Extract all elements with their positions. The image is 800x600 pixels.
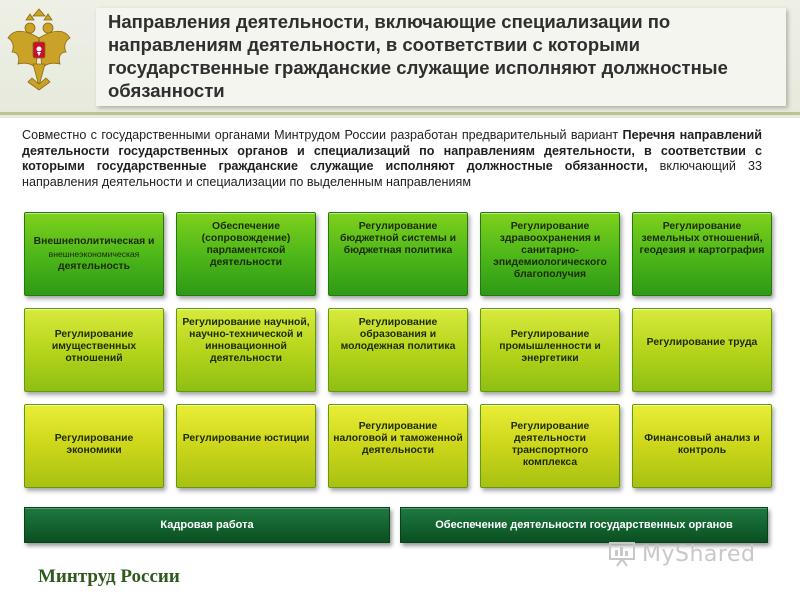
tile-label: Регулирование юстиции [182, 433, 310, 444]
tile-label: Регулирование промышленности и энергетики [499, 329, 601, 364]
tile-financial-analysis[interactable] [632, 404, 772, 488]
tile-healthcare-regulation[interactable] [480, 212, 620, 296]
tile-parliamentary-support[interactable] [176, 212, 316, 296]
tile-justice-regulation[interactable] [176, 404, 316, 488]
tile-labor-regulation[interactable] [632, 308, 772, 392]
tile-label: Регулирование труда [646, 337, 758, 348]
russian-double-headed-eagle-icon [6, 8, 72, 92]
intro-paragraph [22, 128, 762, 190]
tile-tax-customs[interactable] [328, 404, 468, 488]
bar-label: Кадровая работа [160, 519, 254, 531]
tile-label: Регулирование земельных отношений, геодезия и картография [639, 221, 765, 256]
tile-label: Финансовый анализ и контроль [644, 433, 760, 456]
tile-education-youth[interactable] [328, 308, 468, 392]
tile-label: Регулирование научной, научно-технической и инновационной деятельности [182, 317, 310, 364]
tile-label-end: деятельность [57, 260, 131, 272]
intro-text-end: включающий 33 направления деятельности и специализации по выделенным направлениям [22, 159, 762, 189]
watermark [608, 538, 778, 570]
tile-label: Регулирование бюджетной системы и бюджетная политика [339, 221, 457, 256]
bar-label: Обеспечение деятельности государственных органов [435, 519, 733, 531]
header-divider [0, 112, 800, 115]
tile-label: Регулирование деятельности транспортного комплекса [510, 421, 590, 468]
tile-budget-regulation[interactable] [328, 212, 468, 296]
intro-text-emphasis: Перечня направлений деятельности государственных органов и специализаций по направлениям деятельности, в соответствии с которыми государственные гражданские служащие исполняют должностные обязанности, [22, 128, 763, 173]
tile-label: Регулирование здравоохранения и санитарно-эпидемиологического благополучия [493, 221, 607, 280]
tile-property-relations[interactable] [24, 308, 164, 392]
tile-label: Регулирование налоговой и таможенной деятельности [333, 421, 463, 456]
tile-label: Регулирование экономики [54, 433, 134, 456]
bar-hr-work[interactable] [24, 507, 390, 543]
presentation-board-icon [608, 541, 636, 567]
watermark-text: MyShared [642, 541, 756, 567]
tile-foreign-policy[interactable] [24, 212, 164, 296]
tile-label: Регулирование образования и молодежная политика [340, 317, 456, 352]
footer-brand: Минтруд России [38, 566, 180, 587]
tile-label: Обеспечение (сопровождение) парламентской деятельности [201, 221, 291, 268]
tile-land-relations[interactable] [632, 212, 772, 296]
page-title: Направления деятельности, включающие специализации по направлениям деятельности, в соответствии с которыми государственные гражданские служащие исполняют должностные обязанности [96, 8, 786, 106]
intro-text-start: Совместно с государственными органами Минтрудом России разработан предварительный вариант [22, 128, 623, 142]
tile-economy-regulation[interactable] [24, 404, 164, 488]
tile-label-small: внешнеэкономическая [48, 248, 140, 259]
tile-science-innovation[interactable] [176, 308, 316, 392]
tile-label: Внешнеполитическая и [33, 235, 155, 247]
tile-industry-energy[interactable] [480, 308, 620, 392]
tile-transport-complex[interactable] [480, 404, 620, 488]
tile-label: Регулирование имущественных отношений [51, 329, 137, 364]
